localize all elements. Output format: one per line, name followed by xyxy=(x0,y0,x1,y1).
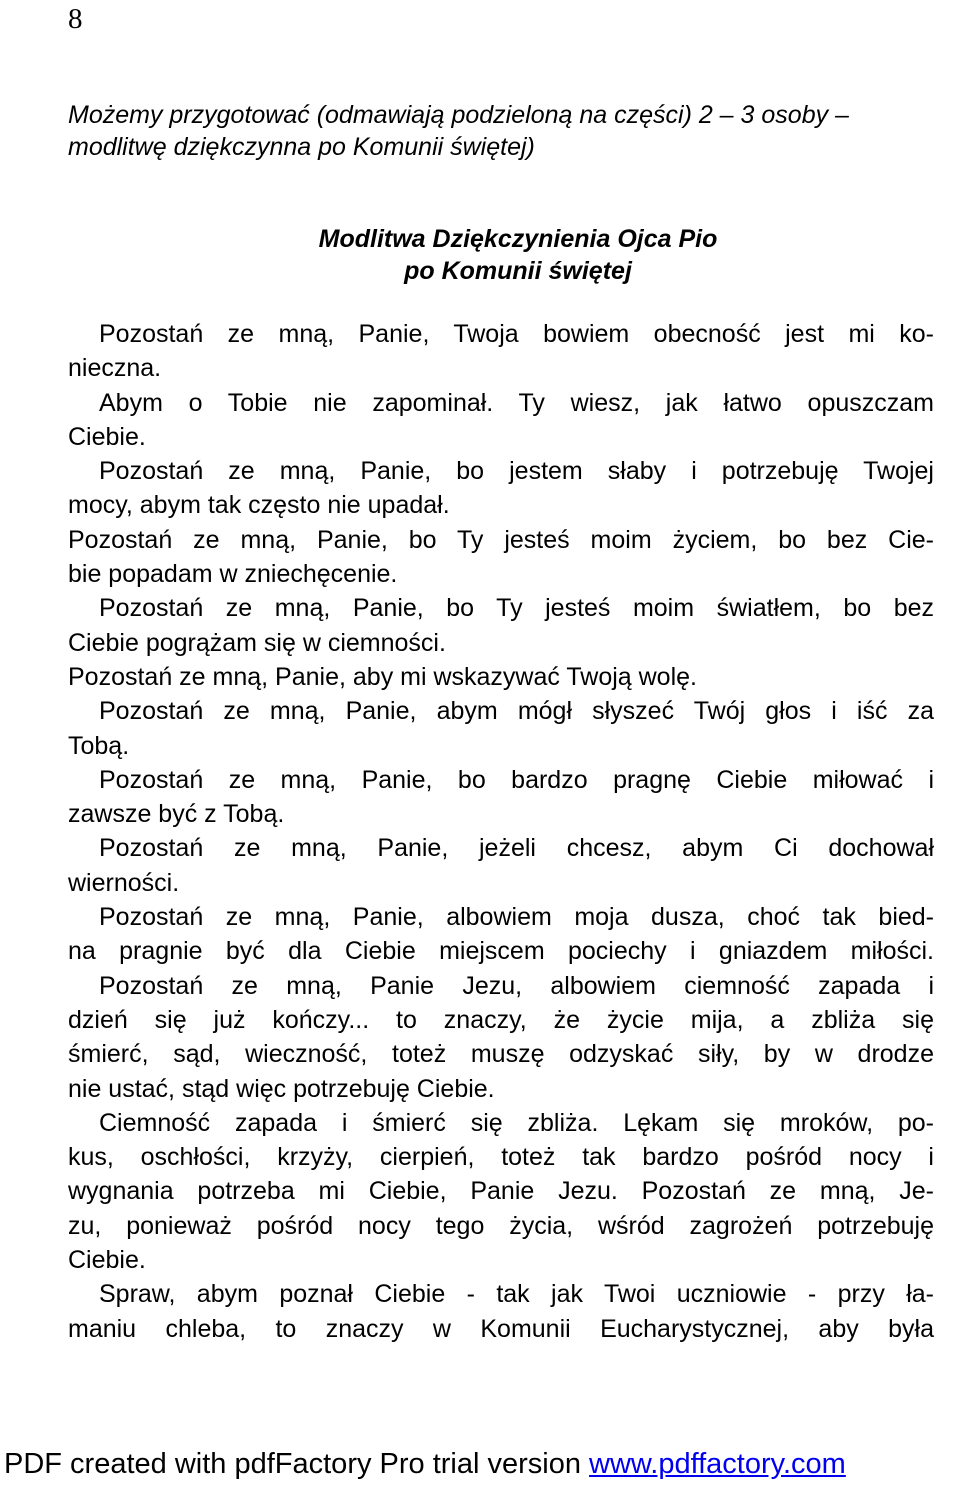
body-line: Abym o Tobie nie zapominał. Ty wiesz, jak łatwo opuszczam xyxy=(99,388,934,417)
body-line: Pozostań ze mną, Panie, abym mógł słyszeć Twój głos i iść za xyxy=(99,697,934,726)
body-line: dzień się już kończy... to znaczy, że życie mija, a zbliża się xyxy=(68,1005,934,1034)
body-line: kus, oschłości, krzyży, cierpień, toteż tak bardzo pośród nocy i xyxy=(68,1143,934,1172)
intro-line: modlitwę dziękczynna po Komunii świętej) xyxy=(68,133,535,161)
body-line: zawsze być z Tobą. xyxy=(68,800,285,829)
body-line: Pozostań ze mną, Panie, jeżeli chcesz, abym Ci dochował xyxy=(99,834,934,863)
page-number: 8 xyxy=(68,3,83,35)
body-line: Ciebie. xyxy=(68,422,146,451)
prayer-title-line-2: po Komunii świętej xyxy=(404,257,632,285)
prayer-title-line-1: Modlitwa Dziękczynienia Ojca Pio xyxy=(318,225,718,253)
pdf-footer xyxy=(4,1444,956,1484)
body-line: Pozostań ze mną, Panie, bo Ty jesteś moim światłem, bo bez xyxy=(99,594,934,623)
intro-line: Możemy przygotować (odmawiają podzieloną na części) 2 – 3 osoby – xyxy=(68,101,849,129)
body-line: Pozostań ze mną, Panie, Twoja bowiem obecność jest mi ko- xyxy=(99,320,934,348)
body-line: Tobą. xyxy=(68,731,130,760)
body-line: Spraw, abym poznał Ciebie - tak jak Twoi uczniowie - przy ła- xyxy=(99,1280,934,1309)
body-line: Ciemność zapada i śmierć się zbliża. Lękam się mroków, po- xyxy=(99,1108,934,1137)
footer-text: PDF created with pdfFactory Pro trial version xyxy=(4,1448,590,1480)
body-line: Ciebie pogrążam się w ciemności. xyxy=(68,628,446,657)
body-line: wierności. xyxy=(68,868,180,897)
body-line: nieczna. xyxy=(68,354,162,383)
body-line: śmierć, sąd, wieczność, toteż muszę odzyskać siły, by w drodze xyxy=(68,1040,934,1069)
body-line: Pozostań ze mną, Panie, bo bardzo pragnę Ciebie miłować i xyxy=(99,765,934,794)
body-line: Pozostań ze mną, Panie, bo Ty jesteś moim życiem, bo bez Cie- xyxy=(68,525,934,554)
body-line: nie ustać, stąd więc potrzebuję Ciebie. xyxy=(68,1074,495,1103)
body-line: wygnania potrzeba mi Ciebie, Panie Jezu. Pozostań ze mną, Je- xyxy=(68,1177,934,1206)
body-line: maniu chleba, to znaczy w Komunii Eucharystycznej, aby była xyxy=(68,1314,934,1343)
pdffactory-link[interactable]: www.pdffactory.com xyxy=(589,1448,846,1480)
body-line: zu, ponieważ pośród nocy tego życia, wśród zagrożeń potrzebuję xyxy=(68,1211,934,1240)
intro-note xyxy=(68,99,928,163)
body-line: Pozostań ze mną, Panie Jezu, albowiem ciemność zapada i xyxy=(99,971,934,1000)
body-line: Pozostań ze mną, Panie, albowiem moja dusza, choć tak bied- xyxy=(99,903,934,932)
body-line: mocy, abym tak często nie upadał. xyxy=(68,491,450,520)
prayer-body xyxy=(68,317,934,1346)
body-line: Ciebie. xyxy=(68,1246,146,1275)
body-line: na pragnie być dla Ciebie miejscem pociechy i gniazdem miłości. xyxy=(68,937,934,966)
body-line: Pozostań ze mną, Panie, aby mi wskazywać Twoją wolę. xyxy=(68,662,697,691)
body-line: Pozostań ze mną, Panie, bo jestem słaby i potrzebuję Twojej xyxy=(99,457,934,486)
prayer-title xyxy=(68,223,928,287)
body-line: bie popadam w zniechęcenie. xyxy=(68,560,398,589)
